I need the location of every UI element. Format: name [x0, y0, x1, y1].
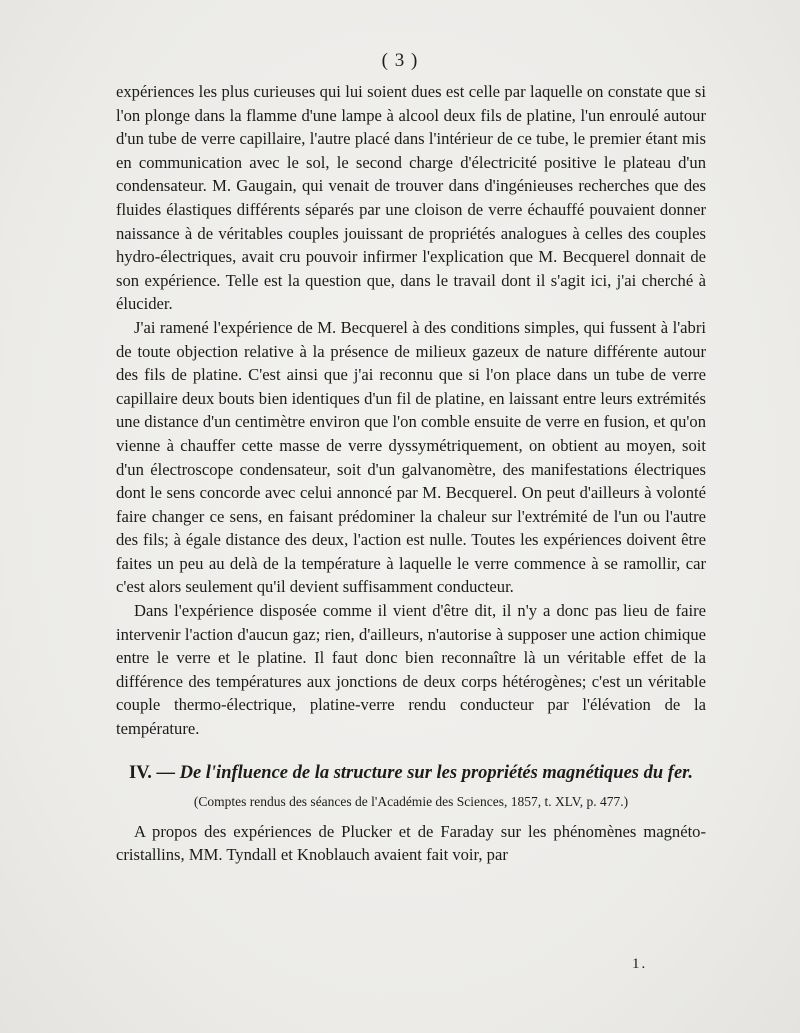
- page-number: ( 3 ): [381, 50, 419, 71]
- body-text: [116, 80, 706, 867]
- section-citation: (Comptes rendus des séances de l'Académie des Sciences, 1857, t. XLV, p. 477.): [193, 793, 629, 809]
- paragraph-1: expériences les plus curieuses qui lui soient dues est celle par laquelle on constate que si l'on plonge dans la flamme d'une lampe à alcool deux fils de platine, l'un enroulé autour d'un tube de verre capillaire, l'autre placé dans l'intérieur de ce tube, le premier étant mis en communication avec le sol, le second charge d'électricité positive le plateau d'un condensateur. M. Gaugain, qui venait de trouver dans d'ingénieuses recherches que des fluides élastiques différents séparés par une cloison de verre échauffé pouvaient donner naissance à de véritables couples jouissant de propriétés analogues à celles des couples hydro-électriques, avait cru pouvoir infirmer l'explication que M. Becquerel donnait de son expérience. Telle est la question que, dans le travail dont il s'agit ici, j'ai cherché à élucider.: [116, 82, 706, 314]
- paragraph-3: Dans l'expérience disposée comme il vient d'être dit, il n'y a donc pas lieu de faire intervenir l'action d'aucun gaz; rien, d'ailleurs, n'autorise à supposer une action chimique entre le verre et le platine. Il faut donc bien reconnaître là un véritable effet de la différence des températures aux jonctions de deux corps hétérogènes; c'est un véritable couple thermo-électrique, platine-verre rendu conducteur par l'élévation de la température.: [116, 601, 706, 739]
- section-title: De l'influence de la structure sur les propriétés magnétiques du fer.: [179, 762, 693, 783]
- section-numeral: IV. —: [129, 762, 180, 783]
- paragraph-2: J'ai ramené l'expérience de M. Becquerel à des conditions simples, qui fussent à l'abri de toute objection relative à la présence de milieux gazeux de nature différente autour des fils de platine. C'est ainsi que j'ai reconnu que si l'on place dans un tube de verre capillaire deux bouts bien identiques d'un fil de platine, en laissant entre leurs extrémités une distance d'un centimètre environ que l'on comble ensuite de verre en fusion, et qu'on vienne à chauffer cette masse de verre dyssymétriquement, on obtient au moyen, soit d'un électroscope condensateur, soit d'un galvanomètre, des manifestations électriques dont le sens concorde avec celui annoncé par M. Becquerel. On peut d'ailleurs à volonté faire changer ce sens, en faisant prédominer la chaleur sur l'extrémité de l'un ou l'autre des fils; à égale distance des deux, l'action est nulle. Toutes les expériences doivent être faites un peu au delà de la température à laquelle le verre commence à se ramollir, car c'est alors seulement qu'il devient suffisamment conducteur.: [116, 317, 706, 597]
- signature-mark: 1.: [632, 956, 648, 972]
- section-paragraph-1: A propos des expériences de Plucker et de Faraday sur les phénomènes magnéto-cristallins, MM. Tyndall et Knoblauch avaient fait voir, par: [116, 821, 706, 865]
- section-heading: [116, 761, 706, 786]
